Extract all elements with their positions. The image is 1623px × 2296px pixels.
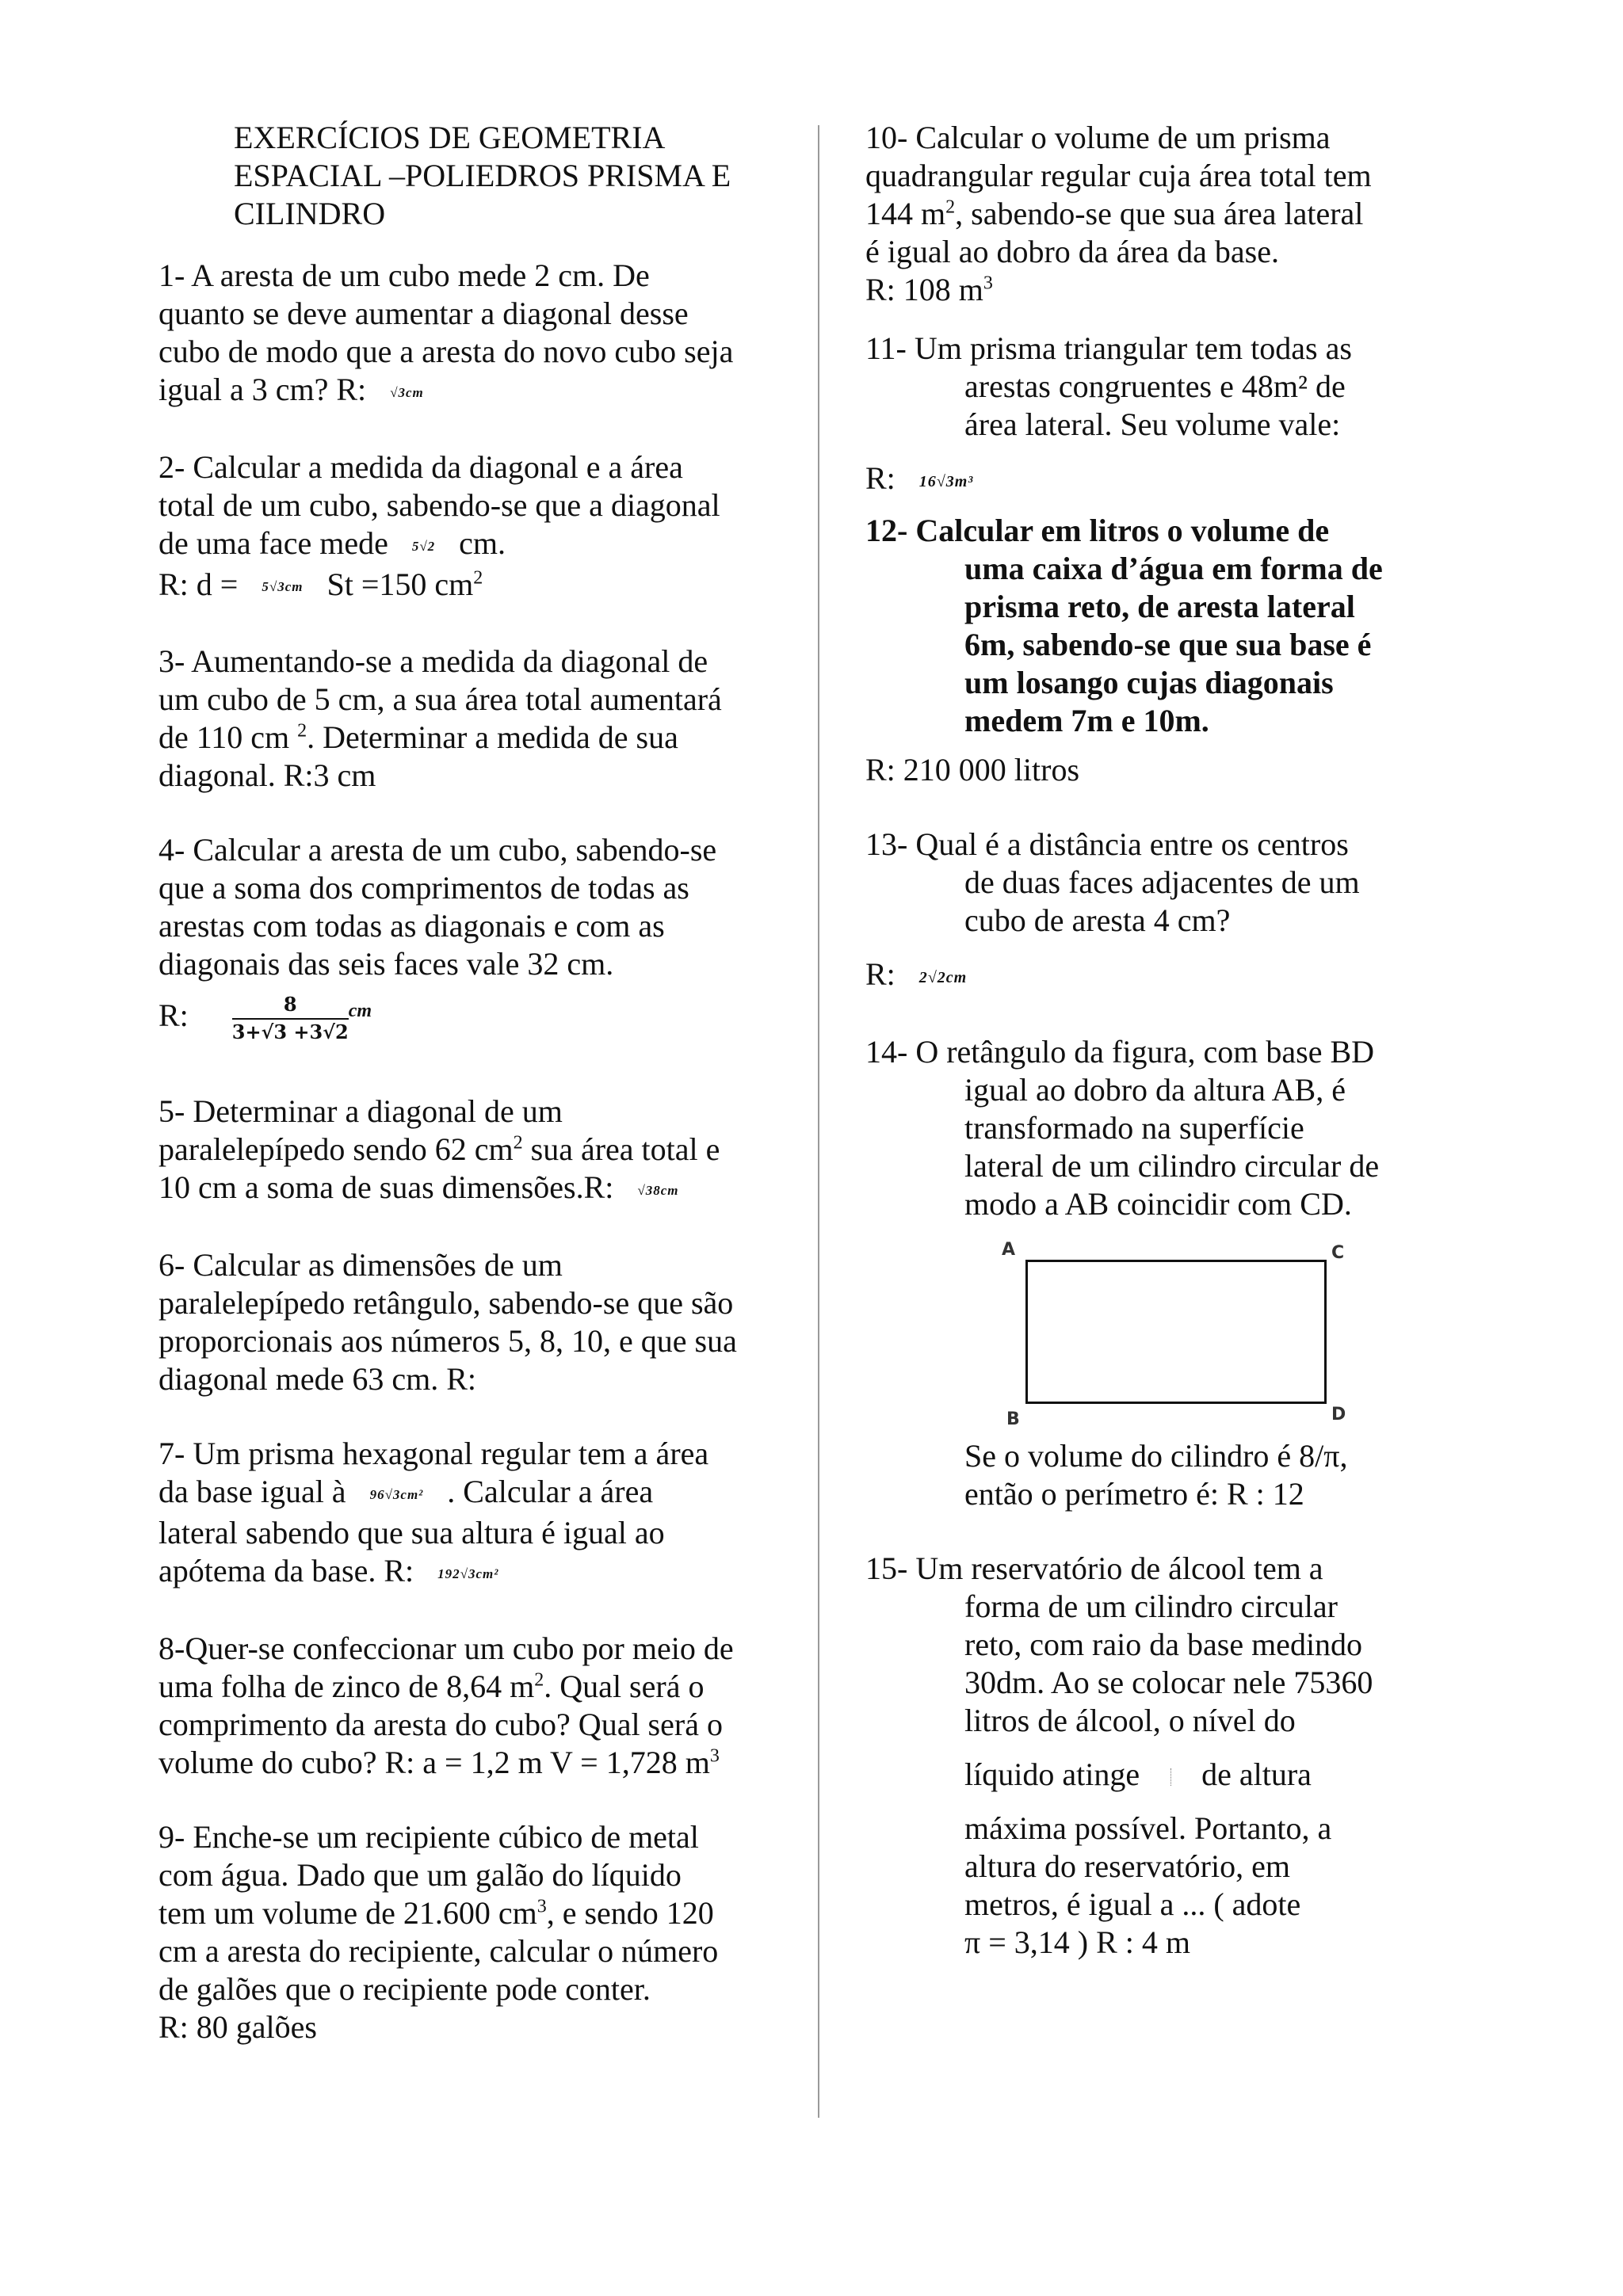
text-line bbox=[158, 1169, 777, 1210]
text-line: altura do reservatório, em bbox=[964, 1848, 1290, 1884]
fraction-mark bbox=[1162, 1768, 1179, 1786]
text-line: cubo de modo que a aresta do novo cubo seja bbox=[158, 334, 734, 369]
text-line: um losango cujas diagonais bbox=[964, 664, 1334, 700]
exercise-4 bbox=[158, 831, 777, 1045]
answer-fraction bbox=[232, 993, 349, 1045]
text-span: sua área total e bbox=[522, 1131, 720, 1168]
text-span: apótema da base. R: bbox=[158, 1553, 414, 1589]
text-line: então o perímetro é: R : 12 bbox=[964, 1475, 1304, 1512]
text-line: uma caixa d’água em forma de bbox=[964, 550, 1383, 586]
answer-line bbox=[865, 460, 1579, 501]
text-line: 8-Quer-se confeccionar um cubo por meio de bbox=[158, 1630, 734, 1666]
text-span: volume do cubo? R: a = 1,2 m V = 1,728 m bbox=[158, 1744, 710, 1780]
rectangle-shape bbox=[1025, 1260, 1327, 1404]
text-line: modo a AB coincidir com CD. bbox=[964, 1185, 1352, 1222]
text-line: lateral sabendo que sua altura é igual ao bbox=[158, 1515, 665, 1551]
fraction-numerator: 8 bbox=[232, 993, 349, 1020]
text-line: Se o volume do cilindro é 8/π, bbox=[964, 1437, 1348, 1474]
text-line: π = 3,14 ) R : 4 m bbox=[964, 1924, 1190, 1960]
text-span: de altura bbox=[1201, 1756, 1312, 1792]
text-span: cm. bbox=[459, 524, 506, 561]
text-line bbox=[158, 1744, 777, 1782]
text-span: paralelepípedo sendo 62 cm bbox=[158, 1131, 514, 1168]
text-line: litros de álcool, o nível do bbox=[964, 1702, 1296, 1738]
text-line: com água. Dado que um galão do líquido bbox=[158, 1856, 682, 1893]
exponent: 2 bbox=[534, 1669, 544, 1691]
text-line bbox=[158, 1473, 777, 1514]
exercise-11 bbox=[865, 330, 1579, 501]
text-line bbox=[158, 524, 777, 566]
text-span: uma folha de zinco de 8,64 m bbox=[158, 1668, 535, 1704]
answer-formula: 2√2cm bbox=[918, 968, 968, 986]
text-span: R: bbox=[158, 997, 189, 1034]
text-line: quanto se deve aumentar a diagonal desse bbox=[158, 296, 689, 331]
text-line: 6- Calcular as dimensões de um bbox=[158, 1247, 563, 1283]
text-line: igual ao dobro da altura AB, é bbox=[964, 1071, 1346, 1108]
answer-line: R: 210 000 litros bbox=[865, 751, 1080, 788]
text-line: arestas com todas as diagonais e com as bbox=[158, 908, 665, 944]
text-span: líquido atinge bbox=[964, 1756, 1140, 1792]
text-line: 6m, sabendo-se que sua base é bbox=[964, 626, 1372, 662]
text-span: , sabendo-se que sua área lateral bbox=[955, 196, 1364, 231]
text-line: metros, é igual a ... ( adote bbox=[964, 1886, 1301, 1922]
text-line: 3- Aumentando-se a medida da diagonal de bbox=[158, 643, 708, 680]
answer-formula: 5√3cm bbox=[262, 579, 304, 595]
text-line bbox=[158, 719, 777, 757]
vertex-label-d: D bbox=[1331, 1404, 1346, 1425]
text-line: que a soma dos comprimentos de todas as bbox=[158, 870, 689, 906]
exercise-8 bbox=[158, 1630, 777, 1782]
text-line: 13- Qual é a distância entre os centros bbox=[865, 826, 1349, 862]
answer-line bbox=[158, 566, 777, 607]
text-line bbox=[158, 371, 777, 412]
text-line: 4- Calcular a aresta de um cubo, sabendo-se bbox=[158, 832, 717, 868]
exercise-12 bbox=[865, 512, 1579, 740]
text-span: R: 108 m bbox=[865, 272, 983, 307]
text-line: 9- Enche-se um recipiente cúbico de metal bbox=[158, 1818, 699, 1855]
text-span: de uma face mede bbox=[158, 524, 388, 561]
text-line: paralelepípedo retângulo, sabendo-se que são bbox=[158, 1285, 734, 1322]
text-span: da base igual à bbox=[158, 1474, 346, 1510]
text-line: total de um cubo, sabendo-se que a diagonal bbox=[158, 486, 720, 523]
text-line bbox=[158, 1668, 777, 1706]
exercise-5 bbox=[158, 1093, 777, 1210]
exercise-13 bbox=[865, 826, 1579, 997]
answer-formula: √38cm bbox=[637, 1183, 679, 1199]
text-span: R: bbox=[865, 955, 896, 992]
text-line: área lateral. Seu volume vale: bbox=[964, 406, 1341, 442]
text-line: prisma reto, de aresta lateral bbox=[964, 588, 1355, 624]
text-span: igual a 3 cm? R: bbox=[158, 372, 367, 407]
text-line: medem 7m e 10m. bbox=[964, 702, 1209, 738]
exercise-6 bbox=[158, 1246, 777, 1398]
text-line: 14- O retângulo da figura, com base BD bbox=[865, 1033, 1375, 1070]
inline-formula: 5√2 bbox=[411, 538, 436, 554]
inline-formula: 96√3cm² bbox=[369, 1487, 424, 1503]
text-line: 7- Um prisma hexagonal regular tem a área bbox=[158, 1436, 709, 1472]
left-column bbox=[158, 119, 777, 2083]
title-line: ESPACIAL –POLIEDROS PRISMA E bbox=[234, 158, 731, 193]
vertex-label-c: C bbox=[1331, 1242, 1345, 1263]
exponent: 2 bbox=[945, 196, 956, 218]
rectangle-figure bbox=[1000, 1231, 1365, 1429]
page-title bbox=[234, 119, 777, 233]
right-column bbox=[865, 119, 1579, 1998]
text-span: . Determinar a medida de sua bbox=[307, 719, 678, 756]
exponent: 3 bbox=[709, 1745, 720, 1767]
title-line: EXERCÍCIOS DE GEOMETRIA bbox=[234, 120, 666, 155]
exponent: 2 bbox=[473, 567, 483, 589]
text-line: 2- Calcular a medida da diagonal e a área bbox=[158, 448, 683, 485]
text-line: 15- Um reservatório de álcool tem a bbox=[865, 1550, 1323, 1586]
text-span: . Qual será o bbox=[544, 1668, 705, 1704]
fraction-denominator: 3+√3 +3√2 bbox=[231, 1020, 349, 1044]
text-line: cubo de aresta 4 cm? bbox=[964, 902, 1231, 938]
text-line: de galões que o recipiente pode conter. bbox=[158, 1970, 651, 2007]
text-span: 144 m bbox=[865, 196, 946, 231]
vertex-label-b: B bbox=[1006, 1409, 1020, 1429]
text-line: 11- Um prisma triangular tem todas as bbox=[865, 330, 1352, 366]
exercise-10 bbox=[865, 119, 1579, 309]
exponent: 3 bbox=[537, 1896, 547, 1917]
text-line: comprimento da aresta do cubo? Qual será o bbox=[158, 1706, 723, 1742]
exponent: 2 bbox=[513, 1133, 523, 1154]
text-span: R: bbox=[865, 460, 896, 496]
text-line: diagonal mede 63 cm. R: bbox=[158, 1361, 477, 1398]
text-line bbox=[158, 1894, 777, 1932]
exercise-3 bbox=[158, 643, 777, 795]
answer-formula: 192√3cm² bbox=[437, 1566, 499, 1581]
answer-formula: √3cm bbox=[390, 384, 424, 400]
exponent: 3 bbox=[983, 273, 993, 294]
text-line: arestas congruentes e 48m² de bbox=[964, 368, 1346, 404]
answer-line bbox=[865, 271, 1579, 309]
vertex-label-a: A bbox=[1002, 1239, 1016, 1260]
text-line: forma de um cilindro circular bbox=[964, 1588, 1338, 1624]
text-span: R: d = bbox=[158, 566, 239, 602]
text-span: de 110 cm bbox=[158, 719, 298, 756]
text-span: tem um volume de 21.600 cm bbox=[158, 1894, 537, 1931]
exercise-1 bbox=[158, 257, 777, 412]
text-span: 10 cm a soma de suas dimensões.R: bbox=[158, 1169, 614, 1206]
text-line: quadrangular regular cuja área total tem bbox=[865, 158, 1372, 193]
text-line: cm a aresta do recipiente, calcular o número bbox=[158, 1932, 719, 1969]
text-line: proporcionais aos números 5, 8, 10, e que sua bbox=[158, 1323, 737, 1360]
text-line: de duas faces adjacentes de um bbox=[964, 864, 1360, 900]
text-span: St =150 cm bbox=[327, 566, 474, 602]
text-line: 1- A aresta de um cubo mede 2 cm. De bbox=[158, 257, 650, 293]
text-line bbox=[865, 195, 1579, 233]
text-line: 10- Calcular o volume de um prisma bbox=[865, 120, 1331, 155]
text-span: . Calcular a área bbox=[447, 1474, 654, 1510]
exercise-2 bbox=[158, 448, 777, 607]
fraction-unit: cm bbox=[348, 1001, 372, 1022]
text-line: diagonal. R:3 cm bbox=[158, 757, 376, 794]
text-line: máxima possível. Portanto, a bbox=[964, 1810, 1332, 1846]
answer-line bbox=[865, 955, 1579, 997]
text-line: lateral de um cilindro circular de bbox=[964, 1147, 1380, 1184]
answer-line: R: 80 galões bbox=[158, 2008, 317, 2045]
text-line: diagonais das seis faces vale 32 cm. bbox=[158, 946, 614, 982]
exercise-9 bbox=[158, 1818, 777, 2046]
text-line: um cubo de 5 cm, a sua área total aumentará bbox=[158, 681, 722, 718]
exercise-7 bbox=[158, 1435, 777, 1593]
answer-line bbox=[158, 993, 777, 1045]
text-line bbox=[865, 1756, 1579, 1794]
text-line: é igual ao dobro da área da base. bbox=[865, 234, 1279, 269]
exercise-15 bbox=[865, 1550, 1579, 1962]
column-divider bbox=[818, 125, 819, 2118]
text-line: 12- Calcular em litros o volume de bbox=[865, 512, 1330, 548]
text-line: 5- Determinar a diagonal de um bbox=[158, 1093, 563, 1130]
text-line: reto, com raio da base medindo bbox=[964, 1626, 1363, 1662]
text-line bbox=[158, 1131, 777, 1169]
exercise-14 bbox=[865, 1033, 1579, 1513]
text-line: 30dm. Ao se colocar nele 75360 bbox=[964, 1664, 1373, 1700]
exponent: 2 bbox=[297, 721, 307, 742]
answer-formula: 16√3m³ bbox=[918, 472, 974, 490]
text-span: , e sendo 120 bbox=[546, 1894, 714, 1931]
title-line: CILINDRO bbox=[234, 196, 386, 231]
text-line bbox=[158, 1552, 777, 1593]
text-line: transformado na superfície bbox=[964, 1109, 1304, 1146]
